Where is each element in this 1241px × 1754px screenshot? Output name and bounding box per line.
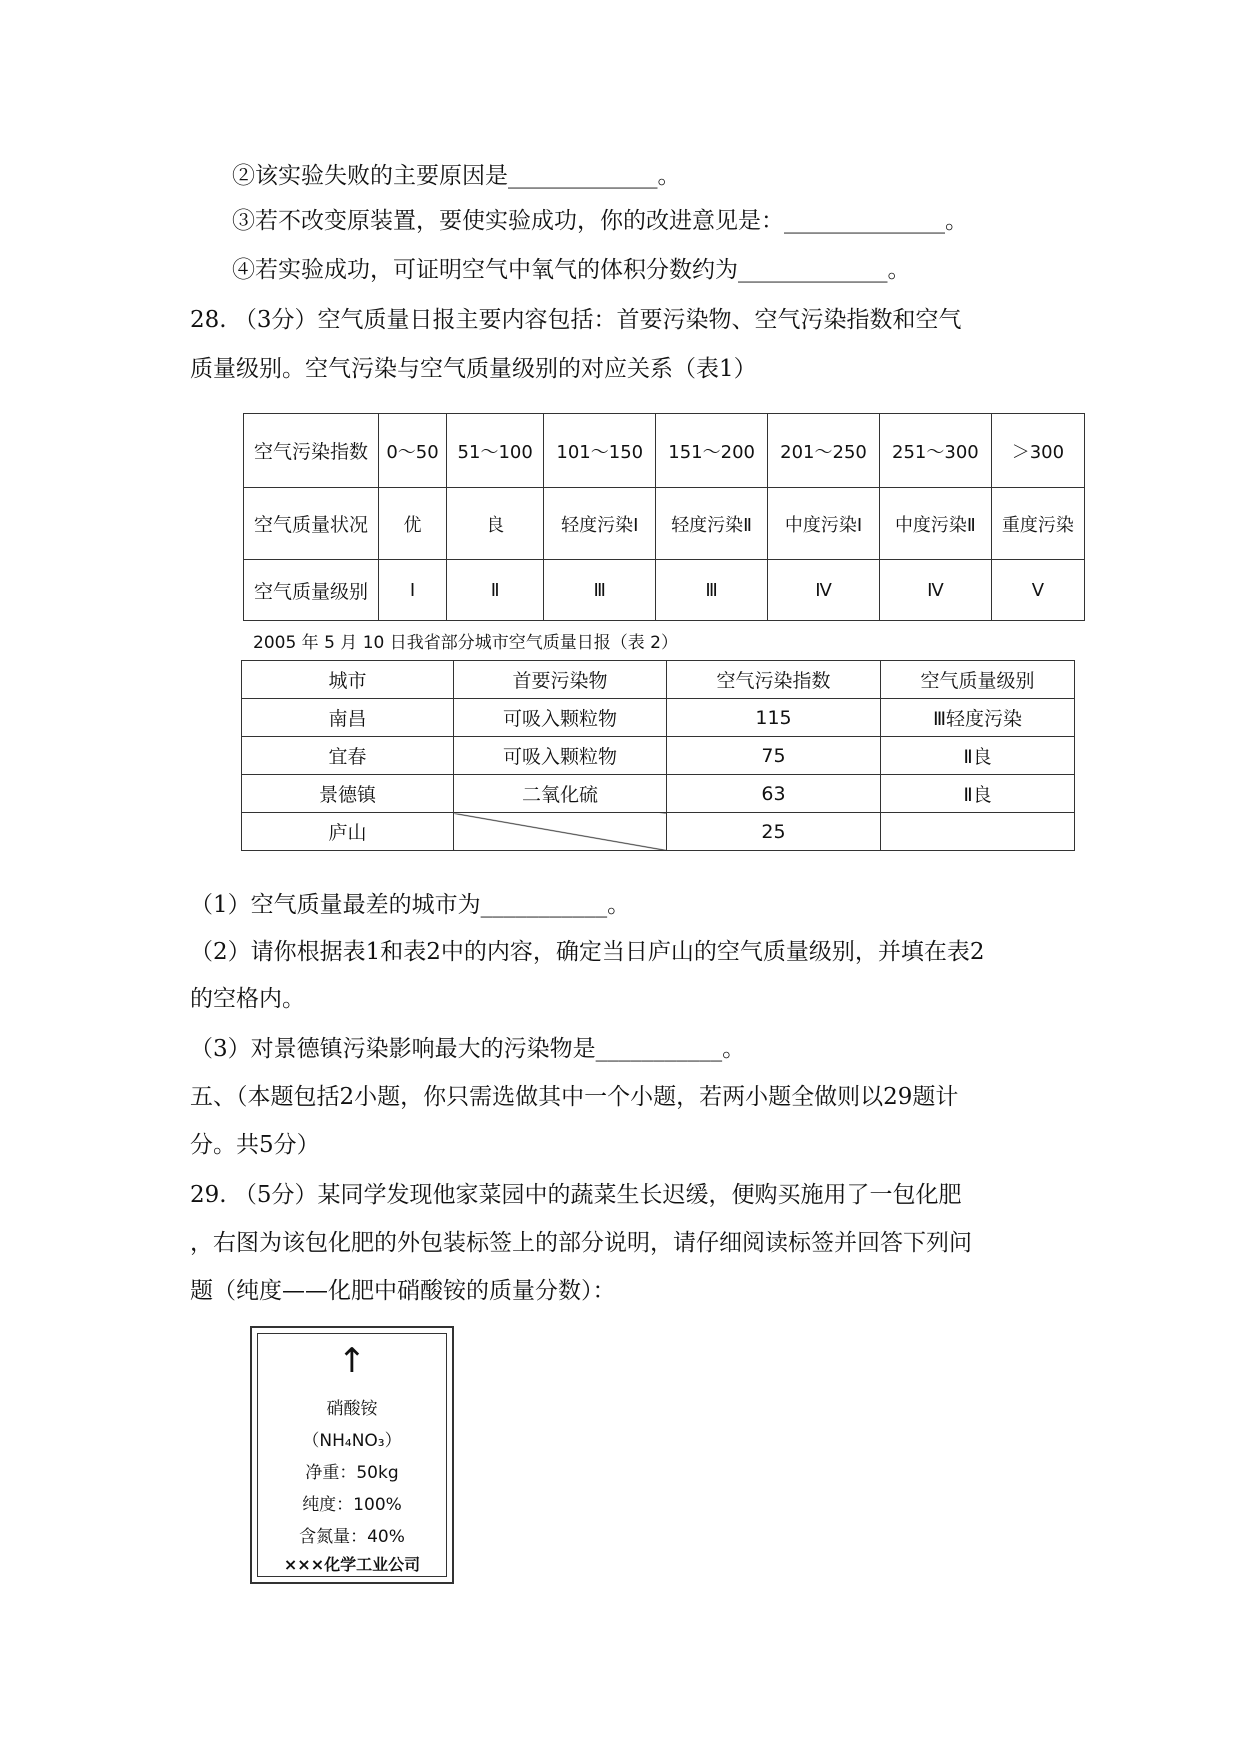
table-header: 首要污染物 — [454, 661, 667, 699]
table-header-row — [242, 661, 1075, 699]
table-cell: Ⅳ — [879, 560, 991, 621]
table-cell: 二氧化硫 — [454, 775, 667, 813]
table-header: 空气质量级别 — [881, 661, 1075, 699]
table-cell: Ⅲ — [656, 560, 768, 621]
table-cell: Ⅱ良 — [881, 737, 1075, 775]
table-cell: Ⅲ轻度污染 — [881, 699, 1075, 737]
table-2-city-air-quality — [241, 660, 1075, 851]
answer-blank-cell — [881, 813, 1075, 851]
fertilizer-label-inner-border — [257, 1333, 447, 1577]
section-5-line2: 分。共5分） — [190, 1132, 320, 1158]
question-4: ④若实验成功，可证明空气中氧气的体积分数约为_____________。 — [232, 257, 911, 283]
label-net-weight: 净重：50kg — [305, 1463, 399, 1483]
table-cell: 101～150 — [544, 414, 656, 488]
table-row — [244, 414, 1085, 488]
question-2: ②该实验失败的主要原因是_____________。 — [232, 163, 681, 189]
label-product-name: 硝酸铵 — [326, 1399, 378, 1419]
table-cell: ＞300 — [991, 414, 1084, 488]
table-cell: 空气质量状况 — [244, 488, 379, 560]
table-cell: 25 — [667, 813, 881, 851]
table-cell: 251～300 — [879, 414, 991, 488]
table-cell: 可吸入颗粒物 — [454, 737, 667, 775]
arrow-up-icon: ↑ — [337, 1341, 367, 1381]
label-purity: 纯度：100% — [302, 1495, 402, 1515]
table-header: 城市 — [242, 661, 454, 699]
table-row — [244, 488, 1085, 560]
table-cell: 空气质量级别 — [244, 560, 379, 621]
table-2-caption: 2005 年 5 月 10 日我省部分城市空气质量日报（表 2） — [253, 633, 678, 653]
table-cell: 115 — [667, 699, 881, 737]
label-formula: （NH₄NO₃） — [302, 1431, 402, 1451]
table-cell: Ⅰ — [379, 560, 447, 621]
table-cell: Ⅲ — [544, 560, 656, 621]
section-5-line1: 五、（本题包括2小题，你只需选做其中一个小题，若两小题全做则以29题计 — [190, 1084, 959, 1110]
fertilizer-label — [250, 1326, 454, 1584]
table-cell: 良 — [447, 488, 544, 560]
table-cell: 51～100 — [447, 414, 544, 488]
table-1-air-quality-levels — [243, 413, 1085, 621]
table-cell: 宜春 — [242, 737, 454, 775]
subquestion-1: （1）空气质量最差的城市为___________。 — [190, 892, 631, 918]
table-row — [244, 560, 1085, 621]
table-cell: 75 — [667, 737, 881, 775]
table-cell: 庐山 — [242, 813, 454, 851]
table-cell: Ⅱ良 — [881, 775, 1075, 813]
table-cell: 可吸入颗粒物 — [454, 699, 667, 737]
table-row — [242, 775, 1075, 813]
table-cell: 0～50 — [379, 414, 447, 488]
subquestion-3: （3）对景德镇污染影响最大的污染物是___________。 — [190, 1036, 746, 1062]
subquestion-2-line2: 的空格内。 — [190, 986, 305, 1012]
table-cell: 景德镇 — [242, 775, 454, 813]
table-cell: 中度污染Ⅱ — [879, 488, 991, 560]
problem-28-line2: 质量级别。空气污染与空气质量级别的对应关系（表1） — [190, 356, 757, 382]
table-cell: 63 — [667, 775, 881, 813]
question-3: ③若不改变原装置，要使实验成功，你的改进意见是：______________。 — [232, 208, 968, 234]
table-cell: 151～200 — [656, 414, 768, 488]
problem-29-line2: ，右图为该包化肥的外包装标签上的部分说明，请仔细阅读标签并回答下列问 — [190, 1230, 972, 1256]
problem-29-line1: 29. （5分）某同学发现他家菜园中的蔬菜生长迟缓，便购买施用了一包化肥 — [190, 1182, 962, 1208]
table-cell: 优 — [379, 488, 447, 560]
table-cell: 重度污染 — [991, 488, 1084, 560]
problem-28-line1: 28. （3分）空气质量日报主要内容包括：首要污染物、空气污染指数和空气 — [190, 307, 962, 333]
subquestion-2-line1: （2）请你根据表1和表2中的内容，确定当日庐山的空气质量级别，并填在表2 — [190, 939, 985, 965]
table-cell: 空气污染指数 — [244, 414, 379, 488]
table-cell: 轻度污染Ⅱ — [656, 488, 768, 560]
label-nitrogen-content: 含氮量：40% — [299, 1527, 405, 1547]
label-company: ×××化学工业公司 — [283, 1555, 421, 1574]
table-cell: 轻度污染Ⅰ — [544, 488, 656, 560]
problem-29-line3: 题（纯度——化肥中硝酸铵的质量分数）： — [190, 1278, 616, 1304]
table-row — [242, 813, 1075, 851]
table-row — [242, 699, 1075, 737]
table-header: 空气污染指数 — [667, 661, 881, 699]
table-cell: Ⅱ — [447, 560, 544, 621]
table-cell: 中度污染Ⅰ — [768, 488, 880, 560]
table-cell: Ⅴ — [991, 560, 1084, 621]
table-cell-crossed-out — [454, 813, 667, 851]
table-cell: Ⅳ — [768, 560, 880, 621]
table-row — [242, 737, 1075, 775]
table-cell: 201～250 — [768, 414, 880, 488]
table-cell: 南昌 — [242, 699, 454, 737]
